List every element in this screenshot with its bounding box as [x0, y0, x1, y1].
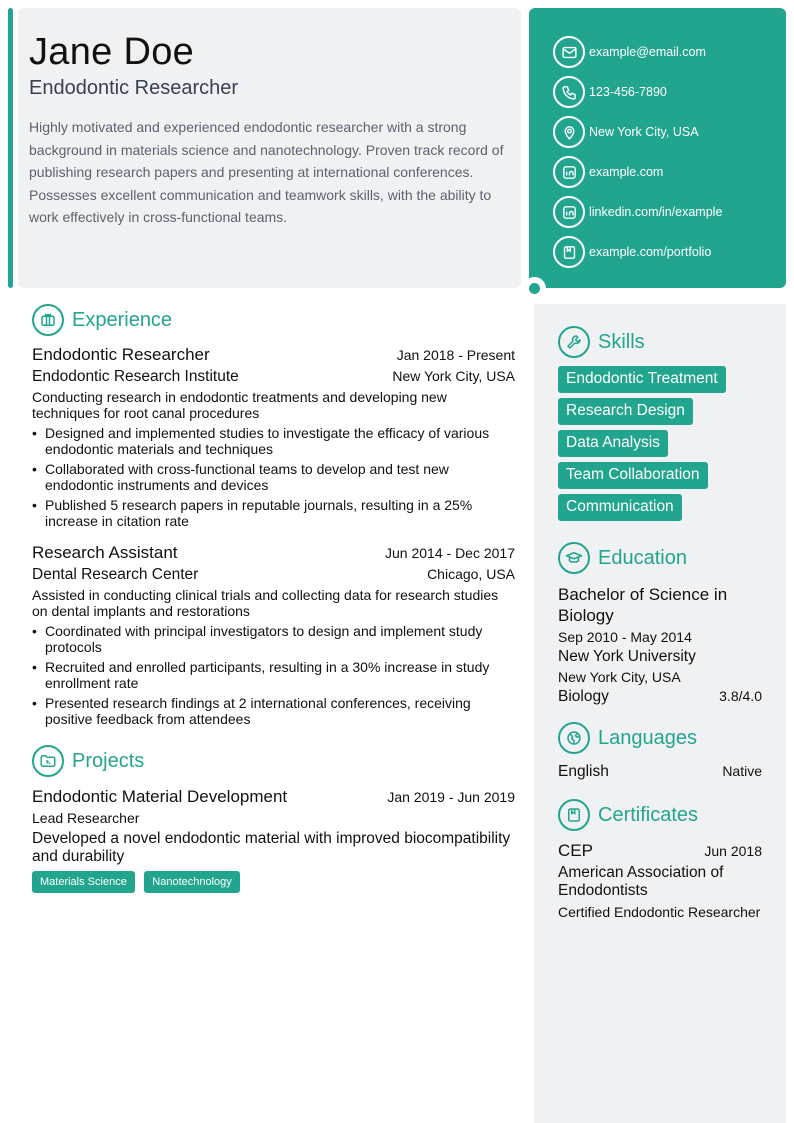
- job-bullets: [32, 623, 515, 727]
- contact-linkedin[interactable]: [553, 192, 786, 232]
- job-bullets: [32, 425, 515, 529]
- job-title: Research Assistant: [32, 543, 178, 562]
- certificate-description: Certified Endodontic Researcher: [558, 904, 761, 920]
- portfolio-icon: [553, 236, 585, 268]
- certificate-name: CEP: [558, 841, 593, 860]
- skills-heading: [558, 326, 762, 358]
- certificates-title: Certificates: [598, 803, 699, 826]
- briefcase-icon: [32, 304, 64, 336]
- job-location: New York City, USA: [392, 368, 515, 384]
- contact-website[interactable]: [553, 152, 786, 192]
- certificate-date: Jun 2018: [704, 843, 762, 859]
- experience-heading: [32, 304, 515, 336]
- bullet-item: • Collaborated with cross-functional teams to develop and test new endodontic instruments and devices: [32, 461, 515, 493]
- contact-email-text: example@email.com: [589, 45, 706, 59]
- globe-icon: [558, 722, 590, 754]
- contact-location-text: New York City, USA: [589, 125, 699, 139]
- projects-heading: [32, 745, 515, 777]
- job-date: Jan 2018 - Present: [396, 347, 515, 363]
- contact-phone-text: 123-456-7890: [589, 85, 667, 99]
- job-description: Assisted in conducting clinical trials and collecting data for research studies on dental implants and restorations: [32, 587, 499, 619]
- experience-title: Experience: [72, 308, 173, 331]
- certificates-heading: [558, 799, 762, 831]
- header-panel: [18, 8, 521, 288]
- job-description: Conducting research in endodontic treatments and developing new techniques for root canal procedures: [32, 389, 447, 421]
- map-pin-icon: [553, 116, 585, 148]
- language-name: English: [558, 763, 609, 780]
- project-description: Developed a novel endodontic material with improved biocompatibility and durability: [32, 830, 511, 865]
- education-location: New York City, USA: [558, 669, 681, 685]
- project-entry: [32, 787, 515, 893]
- experience-entry: [32, 543, 515, 727]
- job-org: Dental Research Center: [32, 566, 199, 583]
- linkedin-icon: [553, 156, 585, 188]
- graduation-cap-icon: [558, 542, 590, 574]
- experience-entry: [32, 345, 515, 529]
- job-date: Jun 2014 - Dec 2017: [385, 545, 515, 561]
- project-tags: [32, 871, 515, 893]
- projects-title: Projects: [72, 749, 145, 772]
- phone-icon: [553, 76, 585, 108]
- wrench-icon: [558, 326, 590, 358]
- bullet-item: • Presented research findings at 2 international conferences, receiving positive feedback from attendees: [32, 695, 515, 727]
- project-title: Endodontic Material Development: [32, 787, 288, 806]
- education-gpa: 3.8/4.0: [719, 688, 762, 704]
- skills-title: Skills: [598, 330, 645, 353]
- contact-portfolio[interactable]: [553, 232, 786, 272]
- certificate-issuer: American Association of Endodontists: [558, 864, 724, 899]
- email-icon: [553, 36, 585, 68]
- contact-linkedin-text: linkedin.com/in/example: [589, 205, 723, 219]
- skill-pill: Data Analysis: [558, 430, 668, 457]
- bullet-item: • Published 5 research papers in reputable journals, resulting in a 25% increase in citation rate: [32, 497, 515, 529]
- summary-text: Highly motivated and experienced endodontic researcher with a strong background in materials science and nanotechnology. Proven track record of publishing research papers and presenting at international conferences. Possesses excellent communication and teamwork skills, with the ability to work effectively in cross-functional teams.: [29, 119, 504, 226]
- education-entry: [558, 584, 762, 706]
- skill-pill: Research Design: [558, 398, 693, 425]
- main-column: [32, 304, 515, 893]
- education-title: Education: [598, 546, 687, 569]
- contact-email[interactable]: [553, 32, 786, 72]
- skills-list: [558, 366, 762, 526]
- education-school: New York University: [558, 648, 696, 665]
- header-accent-bar: [8, 8, 13, 288]
- language-entry: [558, 763, 762, 781]
- language-level: Native: [722, 763, 762, 779]
- languages-heading: [558, 722, 762, 754]
- certificate-entry: [558, 841, 762, 920]
- project-date: Jan 2019 - Jun 2019: [387, 789, 515, 805]
- bullet-item: • Recruited and enrolled participants, resulting in a 30% increase in study enrollment rate: [32, 659, 515, 691]
- contact-location: [553, 112, 786, 152]
- contact-panel: [529, 8, 786, 288]
- candidate-title: Endodontic Researcher: [29, 77, 239, 99]
- education-field: Biology: [558, 688, 609, 705]
- contact-website-text: example.com: [589, 165, 664, 179]
- certificate-icon: [558, 799, 590, 831]
- job-location: Chicago, USA: [427, 566, 515, 582]
- education-heading: [558, 542, 762, 574]
- job-title: Endodontic Researcher: [32, 345, 210, 364]
- education-degree: Bachelor of Science in Biology: [558, 585, 728, 625]
- project-tag: Materials Science: [32, 871, 135, 893]
- linkedin-icon: [553, 196, 585, 228]
- skill-pill: Communication: [558, 494, 682, 521]
- skill-pill: Endodontic Treatment: [558, 366, 726, 393]
- project-tag: Nanotechnology: [144, 871, 240, 893]
- header-connector-dot: [523, 277, 546, 300]
- job-org: Endodontic Research Institute: [32, 368, 239, 385]
- bullet-item: • Designed and implemented studies to investigate the efficacy of various endodontic materials and techniques: [32, 425, 515, 457]
- languages-title: Languages: [598, 726, 697, 749]
- contact-phone[interactable]: [553, 72, 786, 112]
- education-date: Sep 2010 - May 2014: [558, 629, 692, 645]
- sidebar: [534, 304, 786, 1123]
- skill-pill: Team Collaboration: [558, 462, 708, 489]
- bullet-item: • Coordinated with principal investigators to design and implement study protocols: [32, 623, 515, 655]
- folder-icon: [32, 745, 64, 777]
- candidate-name: Jane Doe: [29, 31, 195, 73]
- contact-portfolio-text: example.com/portfolio: [589, 245, 712, 259]
- project-role: Lead Researcher: [32, 810, 140, 826]
